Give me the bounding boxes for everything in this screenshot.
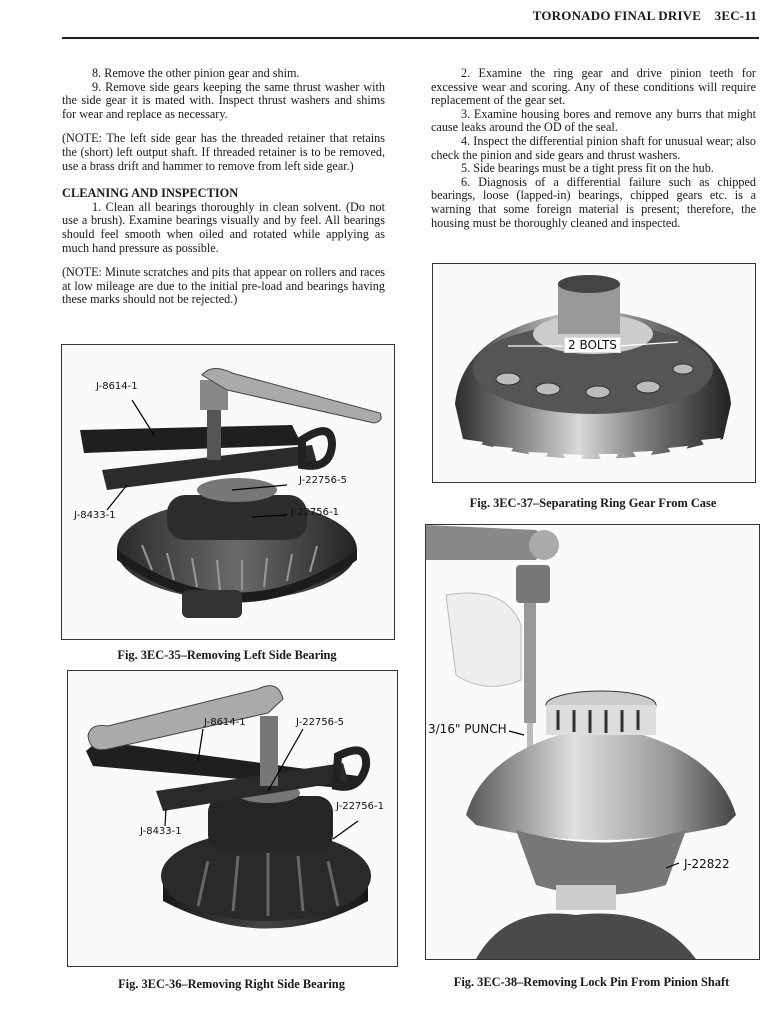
label-j-22756-5: J-22756-5 <box>299 475 347 486</box>
figure-3ec-36-image <box>67 670 398 967</box>
right-text-column <box>431 67 756 230</box>
figure-3ec-35-caption: Fig. 3EC-35–Removing Left Side Bearing <box>117 648 337 662</box>
section-heading-cleaning: CLEANING AND INSPECTION <box>62 186 239 201</box>
inspect-step-2: 2. Examine the ring gear and drive pinion teeth for excessive wear and scoring. Any of these conditions will require replacement of the gear set. <box>431 66 756 108</box>
inspect-step-5: 5. Side bearings must be a tight press fit on the hub. <box>461 161 714 176</box>
label-j-22756-5: J-22756-5 <box>296 717 344 728</box>
cleaning-step-1: 1. Clean all bearings thoroughly in clean solvent. (Do not use a brush). Examine bearings visually and by feel. All bearings should feel smooth when oiled and rotated while applying as much hand pressure as possible. <box>62 199 385 255</box>
label-j-8433-1: J-8433-1 <box>140 826 182 837</box>
label-j-8614-1: J-8614-1 <box>96 381 138 392</box>
inspect-step-4: 4. Inspect the differential pinion shaft for unusual wear; also check the pinion and side gears and thrust washers. <box>431 133 756 162</box>
note-scratches: (NOTE: Minute scratches and pits that appear on rollers and races at low mileage are due to the initial pre-load and bearings having these marks should not be rejected.) <box>62 265 385 307</box>
figure-3ec-35-image <box>61 344 395 640</box>
label-3-16-punch: 3/16" PUNCH <box>428 722 507 736</box>
figure-3ec-37-caption: Fig. 3EC-37–Separating Ring Gear From Case <box>469 496 717 510</box>
page-number: 3EC-11 <box>714 8 757 23</box>
label-j-22822: J-22822 <box>684 857 730 871</box>
label-j-8433-1: J-8433-1 <box>74 510 116 521</box>
label-j-22756-1: J-22756-1 <box>336 801 384 812</box>
figure-3ec-38-caption: Fig. 3EC-38–Removing Lock Pin From Pinion Shaft <box>453 975 730 989</box>
figure-3ec-37-image <box>432 263 756 483</box>
header-title-block <box>533 8 757 24</box>
page-header <box>62 0 759 39</box>
figure-3ec-38-image <box>425 524 760 960</box>
ring-gear-case-illustration <box>433 264 755 482</box>
inspect-step-3: 3. Examine housing bores and remove any burrs that might cause leaks around the OD of the seal. <box>431 106 756 135</box>
label-j-8614-1: J-8614-1 <box>204 717 246 728</box>
bearing-puller-right-illustration <box>68 671 397 966</box>
figure-3ec-36-caption: Fig. 3EC-36–Removing Right Side Bearing <box>118 977 345 991</box>
label-j-22756-1: J-22756-1 <box>291 507 339 518</box>
note-side-gear: (NOTE: The left side gear has the threaded retainer that retains the (short) left output shaft. If threaded retainer is to be removed, use a brass drift and hammer to remove from left side gear.) <box>62 131 385 173</box>
left-text-column <box>62 67 385 307</box>
punch-lock-pin-illustration <box>426 525 759 959</box>
label-2-bolts: 2 BOLTS <box>564 337 621 353</box>
header-title: TORONADO FINAL DRIVE <box>532 8 702 23</box>
step-8-text: 8. Remove the other pinion gear and shim. <box>92 66 300 80</box>
inspect-step-6: 6. Diagnosis of a differential failure such as chipped bearings, loose (lapped-in) bearings, chipped gears etc. is a warning that some foreign material is present; therefore, the housing must be thoroughly cleaned and inspected. <box>431 174 756 230</box>
step-9-text: 9. Remove side gears keeping the same thrust washer with the side gear it is mated with. Inspect thrust washers and shims for wear and replace as necessary. <box>62 79 385 121</box>
